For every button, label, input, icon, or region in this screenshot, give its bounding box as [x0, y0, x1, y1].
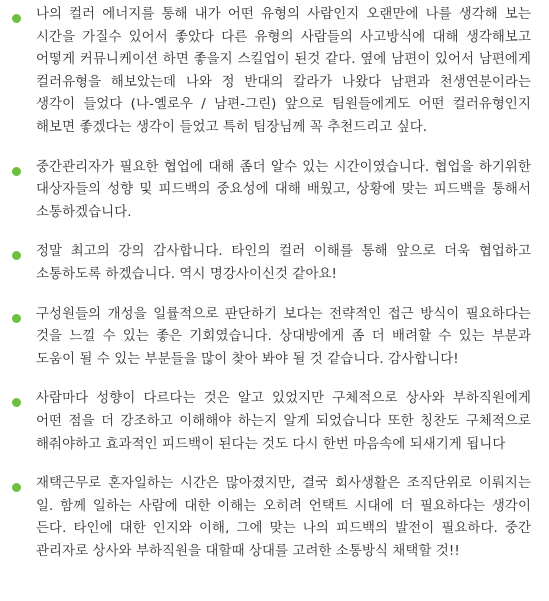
- list-item: [0, 4, 549, 140]
- review-text: 정말 최고의 강의 감사합니다. 타인의 컬러 이해를 통해 앞으로 더욱 협업하고 소통하도록 하겠습니다. 역시 명강사이신것 같아요!: [36, 244, 531, 282]
- review-text: 구성원들의 개성을 일률적으로 판단하기 보다는 전략적인 접근 방식이 필요하다는 것을 느낄 수 있는 좋은 기회였습니다. 상대방에게 좀 더 배려할 수 있는 부분과 도움이 될 수 있는 부분들을 많이 찾아 봐야 될 것 같습니다. 감사합니다!: [36, 306, 531, 367]
- review-text: 사람마다 성향이 다르다는 것은 알고 있었지만 구체적으로 상사와 부하직원에게 어떤 점을 더 강조하고 이해해야 하는지 알게 되었습니다 또한 칭찬도 구체적으로 해줘야하고 효과적인 피드백이 된다는 것도 다시 한번 마음속에 되새기게 됩니다: [36, 391, 531, 452]
- bullet-icon: [12, 483, 21, 492]
- bullet-icon: [12, 14, 21, 23]
- bullet-icon: [12, 167, 21, 176]
- bullet-icon: [12, 314, 21, 323]
- list-item: [0, 473, 549, 563]
- list-item: [0, 157, 549, 225]
- review-text: 나의 컬러 에너지를 통해 내가 어떤 유형의 사람인지 오랜만에 나를 생각해 보는 시간을 가질수 있어서 좋았다 다른 유형의 사람들의 사고방식에 대해 생각해보고 어떻게 커뮤니케이션 하면 좋을지 스킬업이 된것 같다. 옆에 남편이 있어서 남편에게 컬러유형을 해보았는데 나와 정 반대의 칼라가 나왔다 남편과 천생연분이라는 생각이 들었다 (나-옐로우 / 남편-그린) 앞으로 팀원들에게도 어떤 컬러유형인지 해보면 좋겠다는 생각이 들었고 특히 팀장님께 꼭 추천드리고 싶다.: [36, 7, 531, 135]
- list-item: [0, 388, 549, 456]
- list-item: [0, 241, 549, 286]
- review-text: 중간관리자가 필요한 협업에 대해 좀더 알수 있는 시간이였습니다. 협업을 하기위한 대상자들의 성향 및 피드백의 중요성에 대해 배웠고, 상황에 맞는 피드백을 통해서 소통하겠습니다.: [36, 159, 531, 220]
- list-item: [0, 304, 549, 372]
- bullet-icon: [12, 398, 21, 407]
- bullet-icon: [12, 251, 21, 260]
- review-text: 재택근무로 혼자일하는 시간은 많아졌지만, 결국 회사생활은 조직단위로 이뤄지는 일. 함께 일하는 사람에 대한 이해는 오히려 언택트 시대에 더 필요하다는 생각이 든다. 타인에 대한 인지와 이해, 그에 맞는 나의 피드백의 발전이 필요하다. 중간 관리자로 상사와 부하직원을 대할때 상대를 고려한 소통방식 채택할 것!!: [36, 476, 531, 559]
